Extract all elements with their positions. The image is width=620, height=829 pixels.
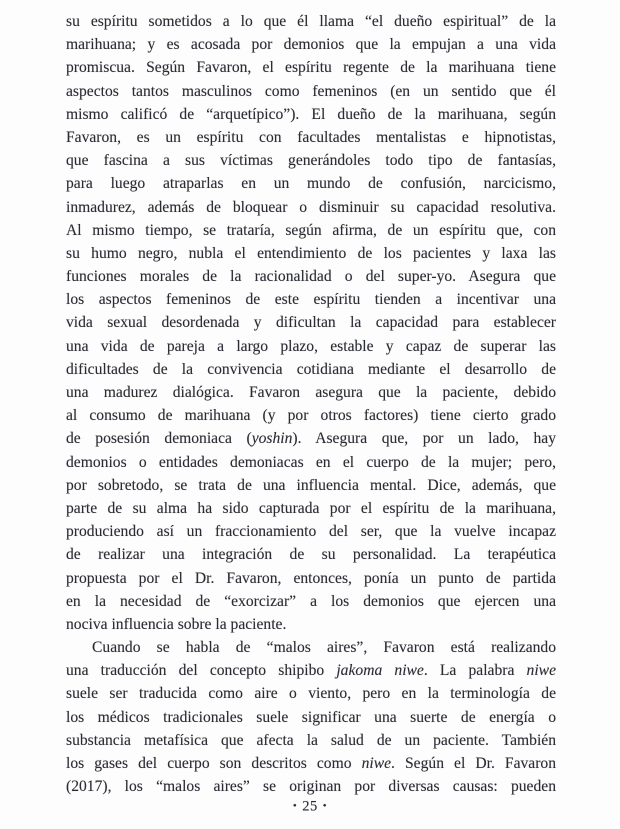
- text-line: demonios o entidades demoniacas en el cuerpo de la mujer; pero,: [66, 453, 556, 471]
- text-line: marihuana; y es acosada por demonios que la empujan a una vida: [66, 36, 556, 54]
- text-line: para luego atraparlas en un mundo de confusión, narcicismo,: [66, 175, 556, 193]
- text-line: de realizar una integración de su personalidad. La terapéutica: [66, 546, 556, 564]
- text-line: Al mismo tiempo, se trataría, según afirma, de un espíritu que, con: [66, 221, 556, 239]
- text-line: nociva influencia sobre la paciente.: [66, 615, 287, 633]
- text-line: que fascina a sus víctimas generándoles todo tipo de fantasías,: [66, 152, 556, 170]
- text-line: propuesta por el Dr. Favaron, entonces, ponía un punto de partida: [66, 569, 556, 587]
- footer-dot-right: •: [322, 800, 328, 812]
- text-line: su humo negro, nubla el entendimiento de los pacientes y laxa las: [66, 244, 556, 262]
- page-text: [66, 10, 556, 798]
- text-line: vida sexual desordenada y dificultan la capacidad para establecer: [66, 314, 556, 332]
- text-line: suele ser traducida como aire o viento, pero en la terminología de: [66, 685, 556, 703]
- text-line: en la necesidad de “exorcizar” a los demonios que ejercen una: [66, 592, 556, 610]
- text-line: dificultades de la convivencia cotidiana mediante el desarrollo de: [66, 360, 556, 378]
- text-line: por sobretodo, se trata de una influencia mental. Dice, además, que: [66, 476, 556, 494]
- text-line: de posesión demoniaca (yoshin). Asegura que, por un lado, hay: [66, 430, 556, 448]
- text-line: mismo calificó de “arquetípico”). El dueño de la marihuana, según: [66, 105, 556, 123]
- text-line: los aspectos femeninos de este espíritu tienden a incentivar una: [66, 291, 556, 309]
- text-line: Favaron, es un espíritu con facultades mentalistas e hipnotistas,: [66, 128, 556, 146]
- text-line: funciones morales de la racionalidad o del super-yo. Asegura que: [66, 268, 556, 286]
- text-line: inmadurez, además de bloquear o disminuir su capacidad resolutiva.: [66, 198, 556, 216]
- page-footer: [0, 796, 620, 817]
- text-line: produciendo así un fraccionamiento del ser, que la vuelve incapaz: [66, 523, 556, 541]
- text-line: aspectos tantos masculinos como femeninos (en un sentido que él: [66, 82, 556, 100]
- text-line: los médicos tradicionales suele significar una suerte de energía o: [66, 708, 556, 726]
- text-line: su espíritu sometidos a lo que él llama “el dueño espiritual” de la: [66, 13, 556, 30]
- text-line: los gases del cuerpo son descritos como niwe. Según el Dr. Favaron: [66, 755, 556, 772]
- text-line: Cuando se habla de “malos aires”, Favaron está realizando: [92, 639, 556, 657]
- text-line: una madurez dialógica. Favaron asegura que la paciente, debido: [66, 384, 556, 401]
- text-line: al consumo de marihuana (y por otros factores) tiene cierto grado: [66, 407, 556, 425]
- text-line: (2017), los “malos aires” se originan por diversas causas: pueden: [66, 778, 556, 796]
- footer-dot-left: •: [292, 800, 298, 812]
- text-line: parte de su alma ha sido capturada por el espíritu de la marihuana,: [66, 499, 556, 517]
- text-line: substancia metafísica que afecta la salud de un paciente. También: [66, 731, 556, 749]
- text-line: promiscua. Según Favaron, el espíritu regente de la marihuana tiene: [66, 59, 556, 77]
- page-number: 25: [302, 798, 318, 815]
- text-line: una vida de pareja a largo plazo, estable y capaz de superar las: [66, 337, 556, 355]
- text-line: una traducción del concepto shipibo jakoma niwe. La palabra niwe: [66, 662, 556, 680]
